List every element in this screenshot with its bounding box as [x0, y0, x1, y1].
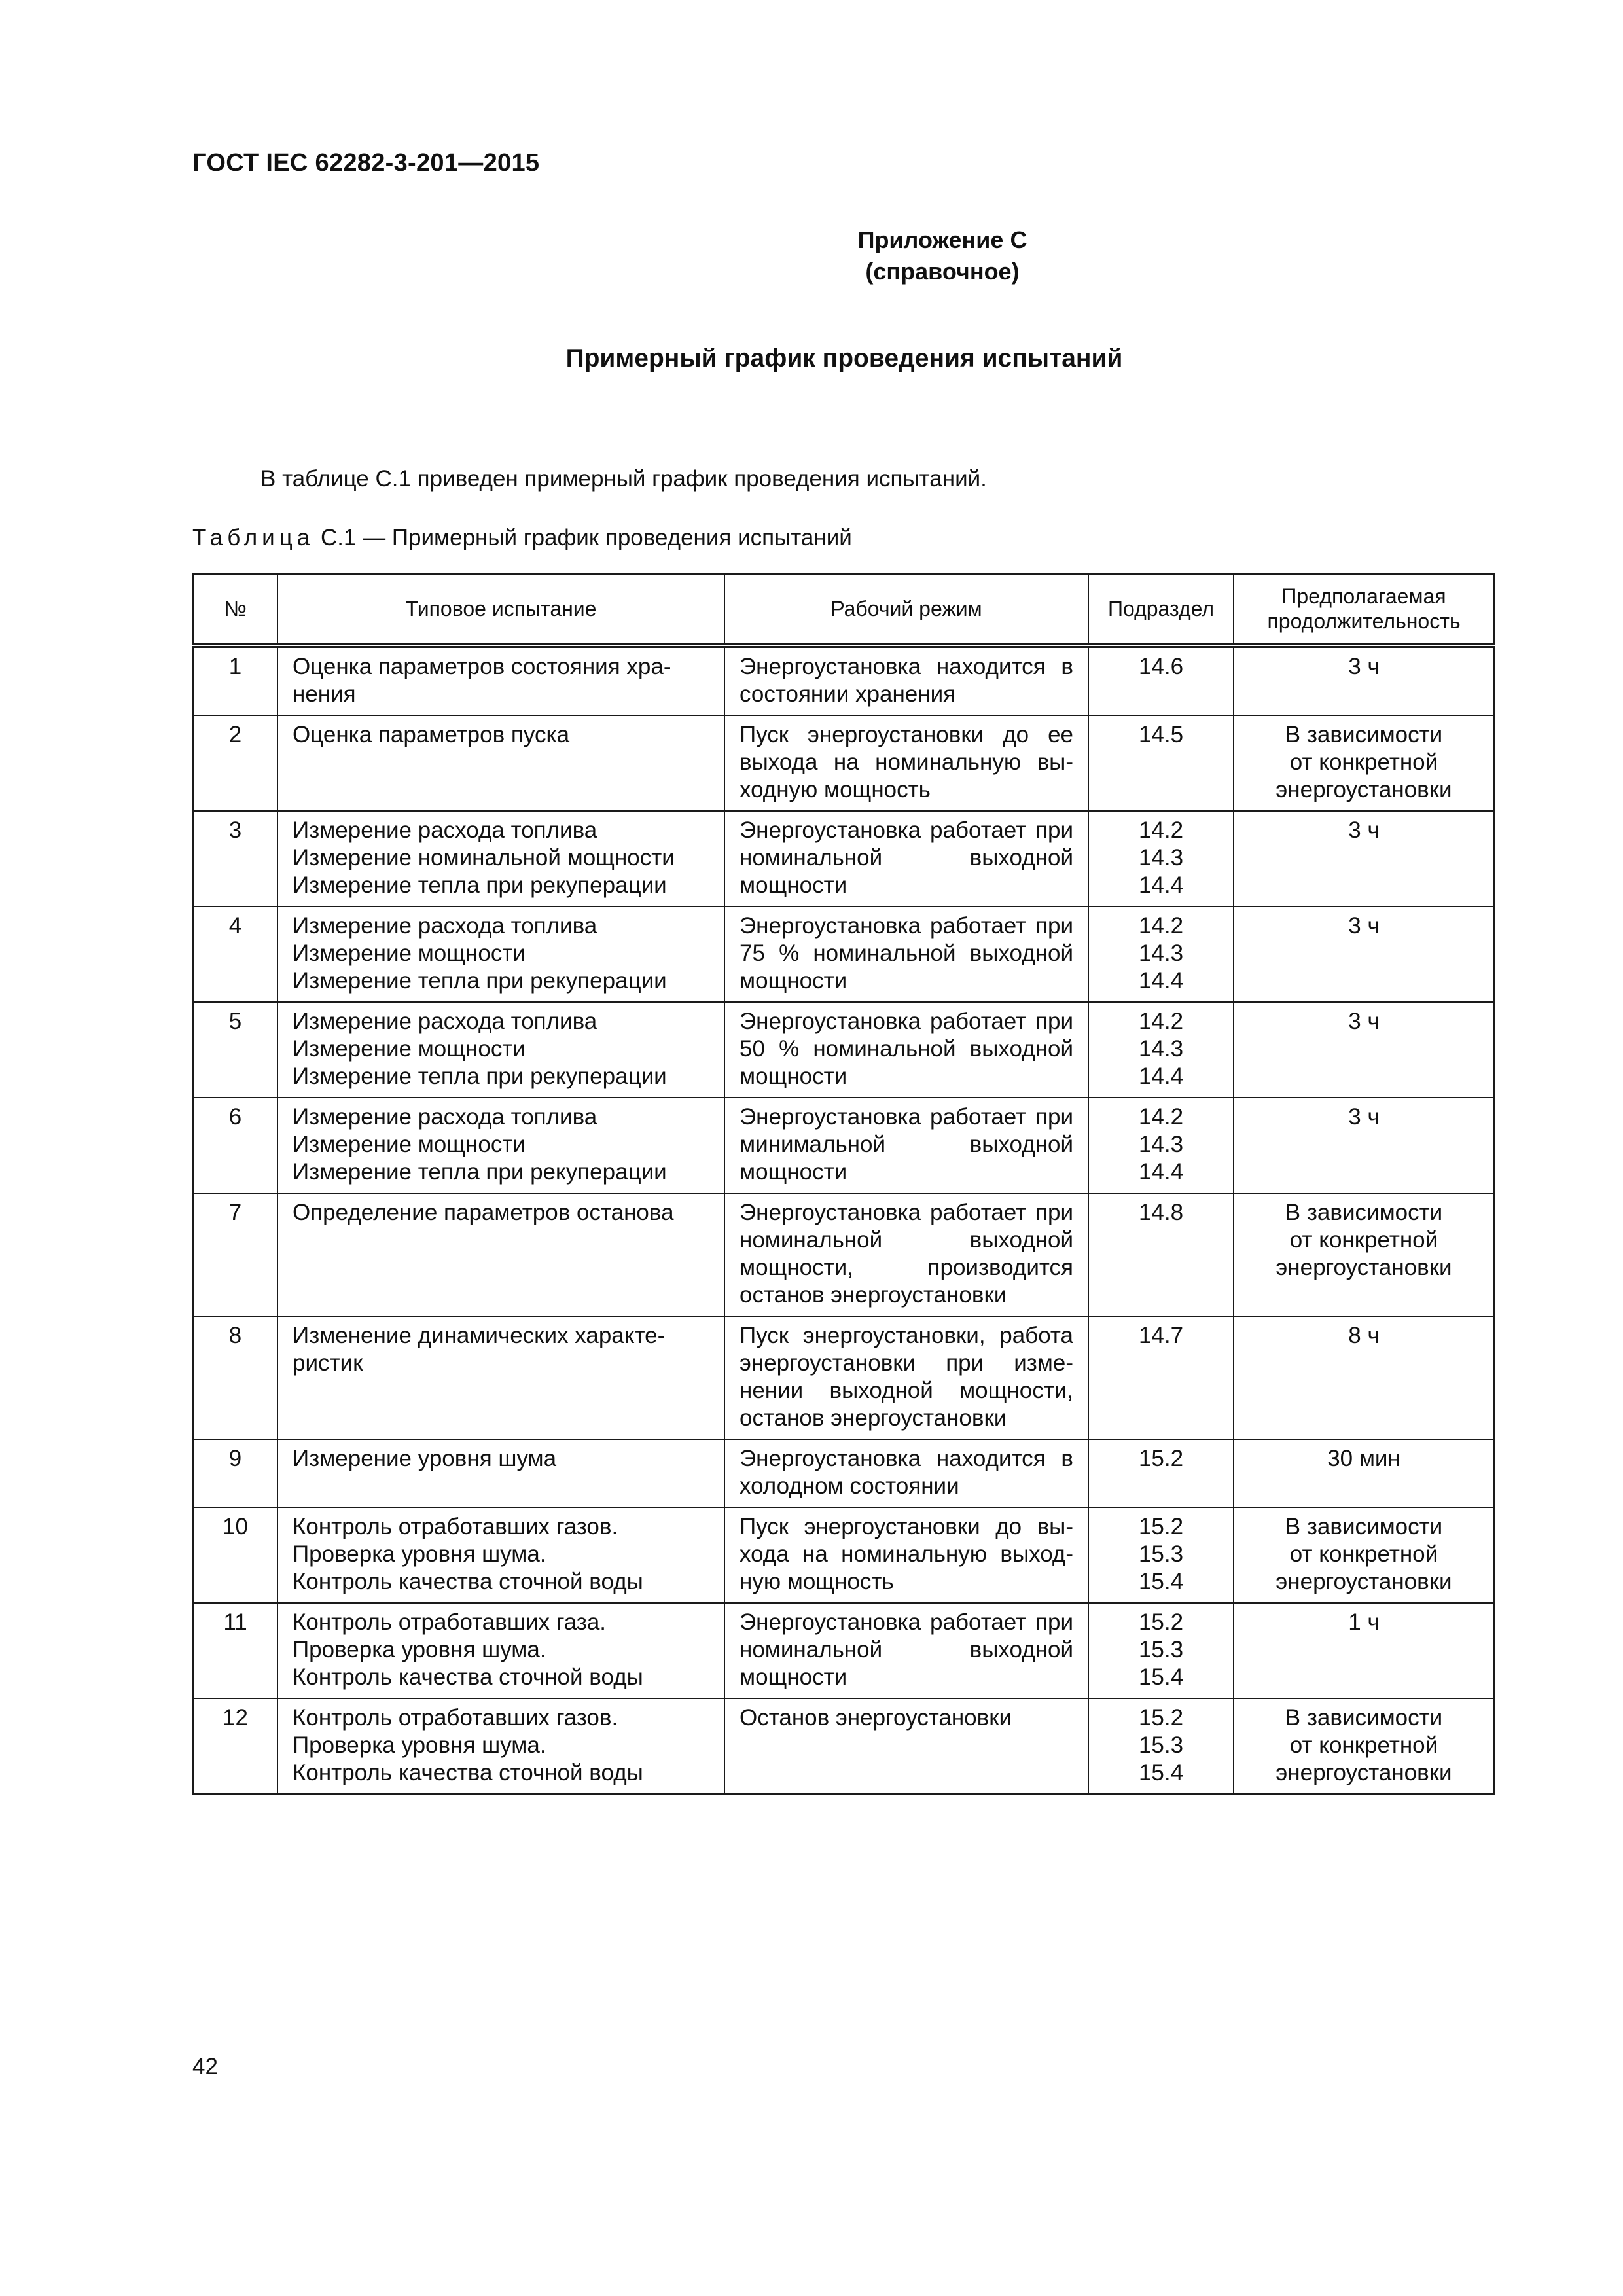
table-body	[193, 645, 1494, 1794]
duration-line: 3 ч	[1348, 817, 1380, 843]
duration-cell	[1234, 645, 1494, 715]
operating-mode-cell: Энергоустановка работает при 75 % номинальной выходной мощности	[724, 906, 1088, 1002]
table-row	[193, 1439, 1494, 1507]
row-number-cell: 6	[193, 1098, 277, 1193]
subsection-ref: 14.2	[1138, 817, 1184, 843]
table-row	[193, 811, 1494, 906]
subsection-ref: 14.2	[1138, 1104, 1184, 1130]
subsection-ref: 14.3	[1138, 941, 1184, 966]
header-duration: Предполагаемая продолжительность	[1234, 574, 1494, 645]
table-row	[193, 1098, 1494, 1193]
test-name-line: Проверка уровня шума.	[293, 1732, 546, 1758]
page-number: 42	[192, 2054, 218, 2079]
operating-mode-cell: Пуск энергоустановки до ее выхода на номинальную выходную мощность	[724, 715, 1088, 811]
table-caption	[192, 525, 852, 551]
subsection-cell	[1088, 811, 1234, 906]
table-caption-prefix: Таблица	[192, 525, 315, 550]
subsection-cell	[1088, 1603, 1234, 1698]
subsection-ref: 14.4	[1138, 872, 1184, 898]
subsection-cell	[1088, 1507, 1234, 1603]
table-row	[193, 1698, 1494, 1794]
appendix-title: Приложение С	[857, 226, 1027, 253]
subsection-ref: 14.4	[1138, 968, 1184, 994]
duration-line: 8 ч	[1348, 1323, 1380, 1348]
test-name-line: Измерение тепла при рекуперации	[293, 872, 667, 898]
duration-line: В зависимости	[1285, 1705, 1443, 1731]
table-row	[193, 645, 1494, 715]
test-name-line: Измерение расхода топлива	[293, 817, 597, 843]
subsection-cell	[1088, 645, 1234, 715]
test-name-line: Контроль качества сточной воды	[293, 1569, 643, 1594]
row-number-cell: 12	[193, 1698, 277, 1794]
subsection-ref: 15.3	[1138, 1732, 1184, 1758]
duration-cell	[1234, 1698, 1494, 1794]
subsection-ref: 15.3	[1138, 1541, 1184, 1567]
subsection-ref: 14.3	[1138, 1036, 1184, 1062]
test-name-line: Измерение номинальной мощности	[293, 845, 675, 870]
subsection-ref: 14.2	[1138, 1009, 1184, 1034]
operating-mode-cell: Пуск энергоустановки до выхода на номинальную выходную мощность	[724, 1507, 1088, 1603]
subsection-ref: 14.2	[1138, 913, 1184, 939]
test-name-line: Измерение тепла при рекуперации	[293, 968, 667, 994]
row-number-cell: 8	[193, 1316, 277, 1439]
subsection-ref: 15.4	[1138, 1569, 1184, 1594]
test-name-line: Измерение расхода топлива	[293, 913, 597, 939]
table-row	[193, 1603, 1494, 1698]
test-name-line: Изменение динамических характеристик	[293, 1323, 666, 1376]
test-name-cell	[277, 1316, 724, 1439]
subsection-ref: 15.2	[1138, 1609, 1184, 1635]
test-name-cell	[277, 1603, 724, 1698]
subsection-cell	[1088, 1098, 1234, 1193]
test-name-cell	[277, 1098, 724, 1193]
duration-line: 3 ч	[1348, 913, 1380, 939]
header-number: №	[193, 574, 277, 645]
test-name-cell	[277, 1439, 724, 1507]
duration-cell	[1234, 811, 1494, 906]
test-name-line: Определение параметров останова	[293, 1200, 674, 1225]
duration-cell	[1234, 715, 1494, 811]
test-name-line: Измерение мощности	[293, 1132, 526, 1157]
duration-cell	[1234, 1439, 1494, 1507]
test-name-line: Проверка уровня шума.	[293, 1541, 546, 1567]
subsection-ref: 14.4	[1138, 1064, 1184, 1089]
duration-cell	[1234, 1002, 1494, 1098]
table-row	[193, 906, 1494, 1002]
subsection-cell	[1088, 715, 1234, 811]
row-number-cell: 3	[193, 811, 277, 906]
subsection-cell	[1088, 1193, 1234, 1316]
subsection-ref: 14.3	[1138, 1132, 1184, 1157]
duration-line: 1 ч	[1348, 1609, 1380, 1635]
table-caption-text: С.1 — Примерный график проведения испытаний	[314, 525, 852, 550]
subsection-ref: 15.4	[1138, 1664, 1184, 1690]
row-number-cell: 10	[193, 1507, 277, 1603]
operating-mode-cell: Энергоустановка работает при номинальной выходной мощности	[724, 1603, 1088, 1698]
test-name-cell	[277, 645, 724, 715]
duration-cell	[1234, 1098, 1494, 1193]
operating-mode-cell: Энергоустановка работает при номинальной выходной мощности, производится останов энергоустановки	[724, 1193, 1088, 1316]
duration-cell	[1234, 1316, 1494, 1439]
duration-line: 3 ч	[1348, 654, 1380, 679]
subsection-ref: 15.2	[1138, 1705, 1184, 1731]
duration-line: от конкретной	[1289, 749, 1438, 775]
duration-line: 3 ч	[1348, 1104, 1380, 1130]
header-test: Типовое испытание	[277, 574, 724, 645]
test-name-line: Контроль отработавших газов.	[293, 1514, 618, 1539]
test-name-cell	[277, 715, 724, 811]
test-name-line: Измерение мощности	[293, 941, 526, 966]
test-name-line: Измерение мощности	[293, 1036, 526, 1062]
table-row	[193, 1002, 1494, 1098]
test-name-cell	[277, 1698, 724, 1794]
row-number-cell: 11	[193, 1603, 277, 1698]
duration-cell	[1234, 1603, 1494, 1698]
duration-cell	[1234, 906, 1494, 1002]
duration-line: от конкретной	[1289, 1227, 1438, 1253]
duration-line: энергоустановки	[1275, 1255, 1452, 1280]
subsection-ref: 14.4	[1138, 1159, 1184, 1185]
duration-line: от конкретной	[1289, 1541, 1438, 1567]
table-row	[193, 715, 1494, 811]
subsection-ref: 15.3	[1138, 1637, 1184, 1662]
subsection-ref: 15.4	[1138, 1760, 1184, 1785]
header-mode: Рабочий режим	[724, 574, 1088, 645]
test-schedule-table	[192, 573, 1495, 1795]
test-name-cell	[277, 1002, 724, 1098]
duration-cell	[1234, 1193, 1494, 1316]
test-name-line: Измерение расхода топлива	[293, 1009, 597, 1034]
subsection-cell	[1088, 906, 1234, 1002]
subsection-ref: 14.7	[1138, 1323, 1184, 1348]
appendix-type: (справочное)	[865, 258, 1020, 285]
subsection-ref: 15.2	[1138, 1446, 1184, 1471]
test-name-cell	[277, 1193, 724, 1316]
duration-line: В зависимости	[1285, 722, 1443, 747]
operating-mode-cell: Энергоустановка работает при 50 % номинальной выходной мощности	[724, 1002, 1088, 1098]
duration-line: 3 ч	[1348, 1009, 1380, 1034]
subsection-cell	[1088, 1439, 1234, 1507]
test-name-cell	[277, 1507, 724, 1603]
test-name-line: Оценка параметров пуска	[293, 722, 570, 747]
test-name-line: Оценка параметров состояния хранения	[293, 654, 671, 707]
operating-mode-cell: Энергоустановка находится в холодном состоянии	[724, 1439, 1088, 1507]
document-code: ГОСТ IEC 62282-3-201—2015	[192, 149, 540, 177]
row-number-cell: 1	[193, 645, 277, 715]
test-name-line: Измерение уровня шума	[293, 1446, 557, 1471]
test-name-cell	[277, 811, 724, 906]
operating-mode-cell: Пуск энергоустановки, работа энергоустановки при изменении выходной мощности, останов энергоустановки	[724, 1316, 1088, 1439]
row-number-cell: 2	[193, 715, 277, 811]
operating-mode-cell: Энергоустановка работает при номинальной выходной мощности	[724, 811, 1088, 906]
test-name-cell	[277, 906, 724, 1002]
row-number-cell: 5	[193, 1002, 277, 1098]
row-number-cell: 7	[193, 1193, 277, 1316]
table-row	[193, 1507, 1494, 1603]
test-name-line: Контроль отработавших газа.	[293, 1609, 607, 1635]
duration-line: энергоустановки	[1275, 1569, 1452, 1594]
intro-paragraph: В таблице С.1 приведен примерный график проведения испытаний.	[260, 466, 987, 492]
table-row	[193, 1316, 1494, 1439]
row-number-cell: 4	[193, 906, 277, 1002]
table-header-row	[193, 574, 1494, 645]
subsection-ref: 14.3	[1138, 845, 1184, 870]
test-name-line: Контроль качества сточной воды	[293, 1664, 643, 1690]
subsection-ref: 15.2	[1138, 1514, 1184, 1539]
test-name-line: Контроль отработавших газов.	[293, 1705, 618, 1731]
page-title: Примерный график проведения испытаний	[565, 344, 1123, 372]
duration-line: В зависимости	[1285, 1200, 1443, 1225]
duration-line: от конкретной	[1289, 1732, 1438, 1758]
subsection-cell	[1088, 1698, 1234, 1794]
duration-line: 30 мин	[1327, 1446, 1400, 1471]
test-name-line: Проверка уровня шума.	[293, 1637, 546, 1662]
operating-mode-cell: Энергоустановка находится в состоянии хранения	[724, 645, 1088, 715]
duration-line: энергоустановки	[1275, 1760, 1452, 1785]
duration-line: энергоустановки	[1275, 777, 1452, 802]
subsection-ref: 14.6	[1138, 654, 1184, 679]
duration-cell	[1234, 1507, 1494, 1603]
subsection-cell	[1088, 1002, 1234, 1098]
test-name-line: Измерение тепла при рекуперации	[293, 1159, 667, 1185]
subsection-ref: 14.8	[1138, 1200, 1184, 1225]
header-section: Подраздел	[1088, 574, 1234, 645]
table-row	[193, 1193, 1494, 1316]
operating-mode-cell: Останов энергоустановки	[724, 1698, 1088, 1794]
test-name-line: Измерение тепла при рекуперации	[293, 1064, 667, 1089]
subsection-cell	[1088, 1316, 1234, 1439]
test-name-line: Измерение расхода топлива	[293, 1104, 597, 1130]
duration-line: В зависимости	[1285, 1514, 1443, 1539]
operating-mode-cell: Энергоустановка работает при минимальной выходной мощности	[724, 1098, 1088, 1193]
row-number-cell: 9	[193, 1439, 277, 1507]
test-name-line: Контроль качества сточной воды	[293, 1760, 643, 1785]
subsection-ref: 14.5	[1138, 722, 1184, 747]
